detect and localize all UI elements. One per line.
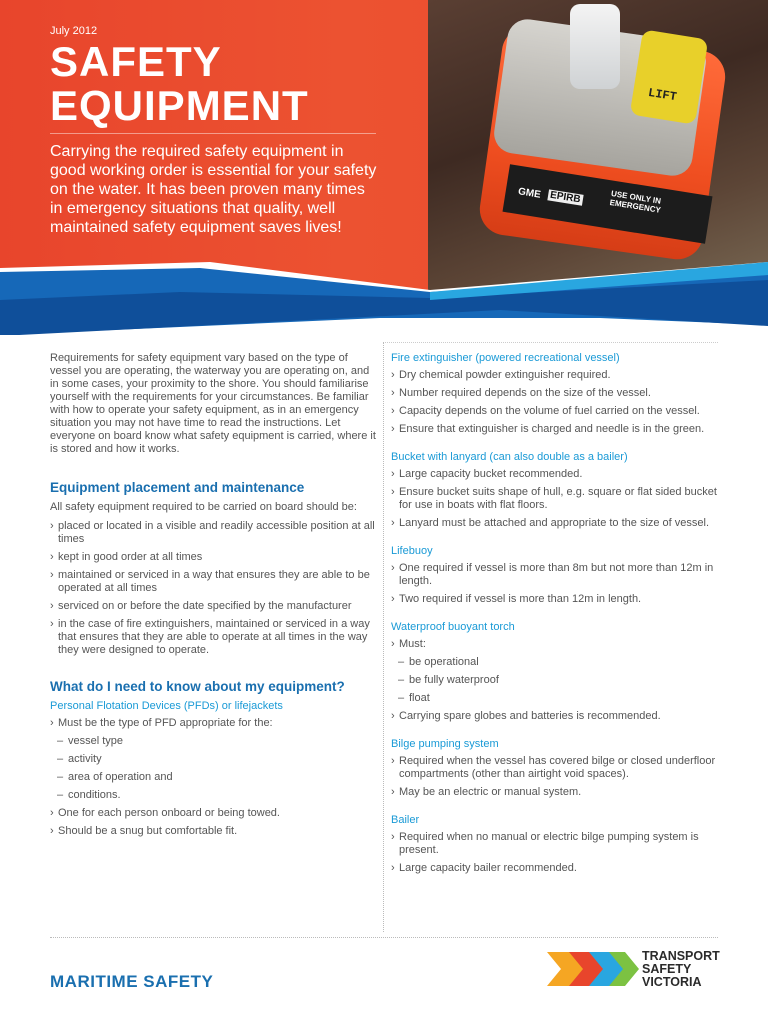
placement-heading: Equipment placement and maintenance bbox=[50, 480, 305, 495]
tsv-logo-icon bbox=[545, 948, 640, 990]
list-item: › placed or located in a visible and readily accessible position at all times bbox=[50, 520, 376, 546]
brand-label: GME bbox=[517, 186, 542, 201]
fire-extinguisher-heading: Fire extinguisher (powered recreational vessel) bbox=[391, 352, 620, 364]
list-item: › Ensure bucket suits shape of hull, e.g. square or flat sided bucket for use in boats with flat floors. bbox=[391, 486, 718, 512]
list-item: › Large capacity bucket recommended. bbox=[391, 468, 718, 481]
list-item: › Must: bbox=[391, 638, 718, 651]
list-item: › Required when no manual or electric bilge pumping system is present. bbox=[391, 831, 718, 857]
right-column-top-rule bbox=[383, 342, 718, 343]
logo-line-3: VICTORIA bbox=[642, 975, 702, 989]
lifebuoy-heading: Lifebuoy bbox=[391, 545, 433, 557]
title-line-2: EQUIPMENT bbox=[50, 82, 309, 129]
sub-item: – be fully waterproof bbox=[391, 674, 718, 687]
list-item: › Dry chemical powder extinguisher required. bbox=[391, 369, 718, 382]
list-item: › maintained or serviced in a way that ensures they are able to be operated at all times bbox=[50, 569, 376, 595]
torch-heading: Waterproof buoyant torch bbox=[391, 621, 515, 633]
column-divider bbox=[383, 342, 384, 932]
hero-banner bbox=[0, 0, 768, 335]
bucket-section bbox=[391, 451, 718, 530]
sub-item: – float bbox=[391, 692, 718, 705]
list-item: › Must be the type of PFD appropriate for the: bbox=[50, 717, 376, 730]
list-item: › One required if vessel is more than 8m but not more than 12m in length. bbox=[391, 562, 718, 588]
lifebuoy-section bbox=[391, 545, 718, 606]
bailer-heading: Bailer bbox=[391, 814, 420, 826]
logo-line-1: TRANSPORT bbox=[642, 949, 720, 963]
left-column bbox=[50, 352, 376, 853]
footer-divider bbox=[50, 937, 718, 938]
right-column bbox=[391, 352, 718, 890]
issue-date: July 2012 bbox=[50, 25, 98, 37]
know-heading: What do I need to know about my equipment? bbox=[50, 679, 345, 694]
list-item: › Number required depends on the size of the vessel. bbox=[391, 387, 718, 400]
bailer-section bbox=[391, 814, 718, 875]
sub-item: – be operational bbox=[391, 656, 718, 669]
list-item: › One for each person onboard or being towed. bbox=[50, 807, 376, 820]
fire-extinguisher-section bbox=[391, 352, 718, 436]
bilge-heading: Bilge pumping system bbox=[391, 738, 499, 750]
list-item: › in the case of fire extinguishers, maintained or serviced in a way that ensures that they are able to operate at all times in the way they were designed to operate. bbox=[50, 618, 376, 657]
pfd-heading: Personal Flotation Devices (PFDs) or lifejackets bbox=[50, 700, 283, 712]
sub-item: – vessel type bbox=[50, 735, 376, 748]
title-line-1: SAFETY bbox=[50, 38, 222, 85]
use-label: USE ONLY IN EMERGENCY bbox=[609, 189, 662, 215]
list-item: › kept in good order at all times bbox=[50, 551, 376, 564]
list-item: › Two required if vessel is more than 12m in length. bbox=[391, 593, 718, 606]
list-item: › Should be a snug but comfortable fit. bbox=[50, 825, 376, 838]
device-label: EPIRB bbox=[549, 189, 582, 206]
list-item: › serviced on or before the date specified by the manufacturer bbox=[50, 600, 376, 613]
intro-text: Carrying the required safety equipment in good working order is essential for your safety on the water. It has been proven many times in emergency situations that quality, well maintained safety equipment saves lives! bbox=[50, 143, 377, 236]
bilge-section bbox=[391, 738, 718, 799]
placement-lead: All safety equipment required to be carried on board should be: bbox=[50, 501, 357, 513]
sub-item: – activity bbox=[50, 753, 376, 766]
list-item: › May be an electric or manual system. bbox=[391, 786, 718, 799]
logo-line-2: SAFETY bbox=[642, 962, 692, 976]
lift-label: LIFT bbox=[647, 85, 678, 105]
list-item: › Large capacity bailer recommended. bbox=[391, 862, 718, 875]
torch-section bbox=[391, 621, 718, 723]
list-item: › Required when the vessel has covered bilge or closed underfloor compartments (other than airtight void spaces). bbox=[391, 755, 718, 781]
list-item: › Capacity depends on the volume of fuel carried on the vessel. bbox=[391, 405, 718, 418]
footer-section-title: MARITIME SAFETY bbox=[50, 972, 214, 991]
sub-item: – conditions. bbox=[50, 789, 376, 802]
list-item: › Carrying spare globes and batteries is recommended. bbox=[391, 710, 718, 723]
placement-section bbox=[50, 480, 376, 657]
list-item: › Ensure that extinguisher is charged and needle is in the green. bbox=[391, 423, 718, 436]
know-section bbox=[50, 679, 376, 838]
list-item: › Lanyard must be attached and appropriate to the size of vessel. bbox=[391, 517, 718, 530]
page-title bbox=[50, 40, 309, 128]
requirements-paragraph: Requirements for safety equipment vary based on the type of vessel you are operating, the waterway you are operating on, and in some cases, your proximity to the shore. You should familiarise yourself with the requirements for your circumstances. Be familiar with how to operate your safety equipment, as in an emergency situation you may not have time to read the instructions. Let everyone on board know what safety equipment is carried, where it is stored and how it works. bbox=[50, 352, 376, 455]
sub-item: – area of operation and bbox=[50, 771, 376, 784]
tsv-logo-text bbox=[642, 950, 720, 989]
bucket-heading: Bucket with lanyard (can also double as a bailer) bbox=[391, 451, 628, 463]
title-divider bbox=[50, 133, 376, 134]
